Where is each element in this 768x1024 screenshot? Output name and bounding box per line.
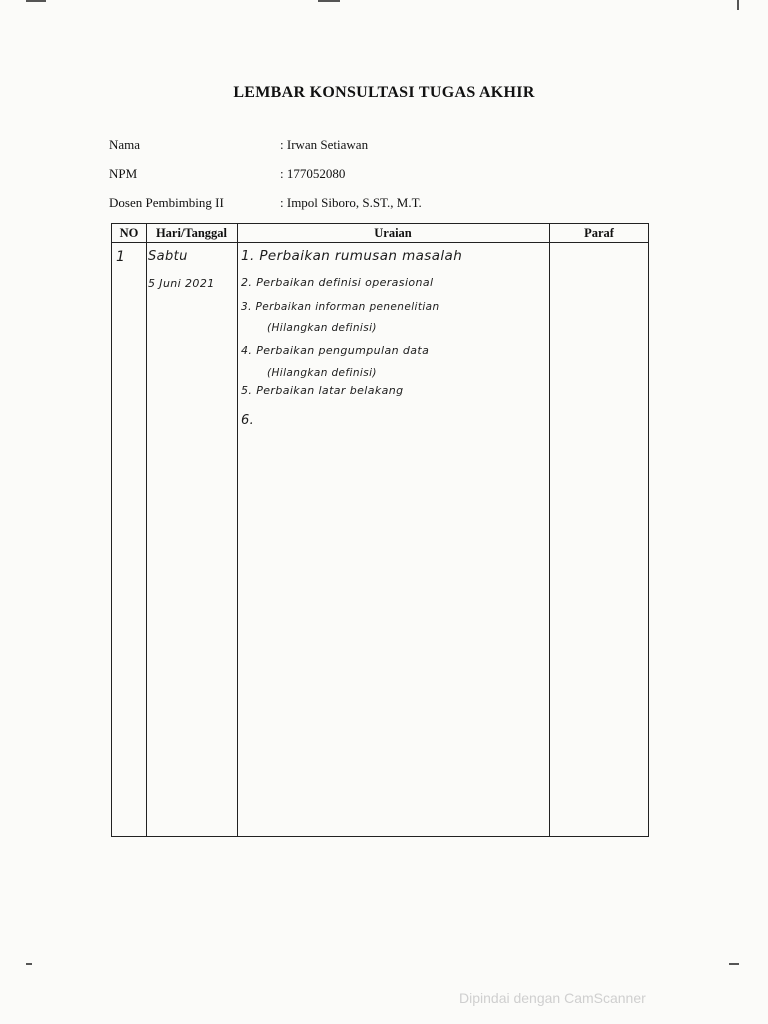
row-number: 1	[116, 249, 126, 265]
field-label-dosen: Dosen Pembimbing II	[109, 195, 224, 210]
uraian-item-1: 1. Perbaikan rumusan masalah	[241, 248, 463, 264]
scan-mark-bottom-left	[26, 963, 32, 965]
header-desc: Uraian	[374, 226, 412, 240]
consultation-table	[111, 223, 649, 837]
uraian-item-5: 5. Perbaikan latar belakang	[241, 384, 404, 397]
uraian-item-4: 4. Perbaikan pengumpulan data	[241, 344, 430, 357]
field-label-nama: Nama	[109, 137, 141, 152]
uraian-item-4-note: (Hilangkan definisi)	[267, 367, 377, 379]
row-day: Sabtu	[148, 249, 188, 264]
col-divider-1	[146, 224, 147, 836]
uraian-item-3: 3. Perbaikan informan penenelitian	[241, 301, 440, 313]
uraian-item-2: 2. Perbaikan definisi operasional	[241, 276, 434, 289]
scan-mark-top-left	[26, 0, 46, 2]
col-divider-2	[237, 224, 238, 836]
document-title: LEMBAR KONSULTASI TUGAS AKHIR	[233, 84, 535, 101]
field-value-dosen: : Impol Siboro, S.ST., M.T.	[280, 195, 422, 210]
camscanner-watermark: Dipindai dengan CamScanner	[459, 990, 646, 1006]
header-sign: Paraf	[584, 226, 614, 240]
field-row-nama	[109, 137, 669, 157]
header-divider	[112, 242, 648, 243]
header-date: Hari/Tanggal	[155, 226, 228, 240]
field-label-npm: NPM	[109, 166, 138, 181]
field-row-npm	[109, 166, 669, 186]
field-value-nama: : Irwan Setiawan	[280, 137, 369, 152]
header-no: NO	[119, 226, 139, 240]
scan-mark-bottom-right	[729, 963, 739, 965]
uraian-item-3-note: (Hilangkan definisi)	[267, 322, 377, 334]
scan-mark-top-center	[318, 0, 340, 2]
field-row-dosen	[109, 195, 669, 215]
scan-mark-top-right	[737, 0, 739, 10]
uraian-item-6: 6.	[241, 413, 255, 428]
col-divider-3	[549, 224, 550, 836]
row-date: 5 Juni 2021	[148, 277, 215, 290]
field-value-npm: : 177052080	[280, 166, 346, 181]
